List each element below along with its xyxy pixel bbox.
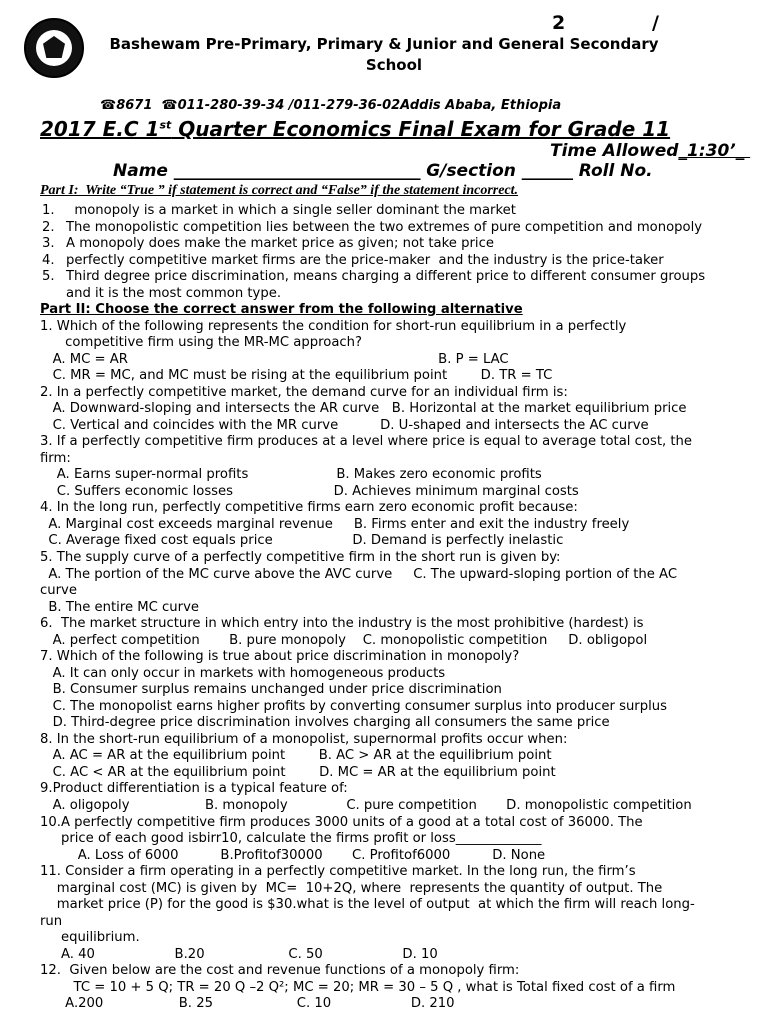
part2-line: A. MC = AR B. P = LAC bbox=[40, 352, 509, 367]
part1-heading: Part I: Write “True ” if statement is correct and “False” if the statement incorrect. bbox=[40, 183, 519, 198]
part1-item-text: A monopoly does make the market price as given; not take price bbox=[66, 236, 494, 251]
part2-line: A. It can only occur in markets with homogeneous products bbox=[40, 666, 446, 681]
part1-item-text: perfectly competitive market firms are the price-maker and the industry is the price-taker bbox=[66, 253, 664, 268]
part2-line: A. Earns super-normal profits B. Makes zero economic profits bbox=[40, 467, 542, 482]
part2-line: B. The entire MC curve bbox=[40, 600, 200, 615]
part2-line: 6. The market structure in which entry into the industry is the most prohibitive (hardest) is bbox=[40, 616, 644, 631]
exam-title-prefix: 2017 E.C 1 bbox=[40, 117, 160, 141]
part2-line: 9.Product differentiation is a typical feature of: bbox=[40, 781, 348, 796]
student-info-line: Name _____________________________ G/section ______ Roll No. bbox=[113, 161, 653, 181]
part2-line: market price (P) for the good is $30.what is the level of output at which the firm will reach long- bbox=[40, 897, 695, 912]
exam-title bbox=[40, 117, 670, 141]
part2-line: C. Suffers economic losses D. Achieves minimum marginal costs bbox=[40, 484, 579, 499]
part2-line: 11. Consider a firm operating in a perfectly competitive market. In the long run, the firm’s bbox=[40, 864, 636, 879]
part2-line: competitive firm using the MR-MC approach? bbox=[40, 335, 363, 350]
part1-item-text: Third degree price discrimination, means charging a different price to different consumer groups bbox=[66, 269, 706, 284]
part2-line: equilibrium. bbox=[40, 930, 140, 945]
part2-line: TC = 10 + 5 Q; TR = 20 Q –2 Q²; MC = 20; MR = 30 – 5 Q , what is Total fixed cost of a firm bbox=[40, 980, 676, 995]
part1-item-number: 4. bbox=[42, 253, 55, 268]
time-allowed-value: _1:30’_ bbox=[678, 141, 751, 161]
part1-item bbox=[42, 236, 494, 252]
part2-line: A. perfect competition B. pure monopoly C. monopolistic competition D. obligopol bbox=[40, 633, 648, 648]
part1-item-text: and it is the most common type. bbox=[66, 286, 282, 301]
part2-line: 3. If a perfectly competitive firm produces at a level where price is equal to average total cost, the bbox=[40, 434, 693, 449]
exam-title-superscript: st bbox=[159, 118, 172, 132]
part2-line: 8. In the short-run equilibrium of a monopolist, supernormal profits occur when: bbox=[40, 732, 568, 747]
part1-item bbox=[42, 253, 664, 269]
page-number: 2 bbox=[552, 12, 566, 34]
part2-line: A. Marginal cost exceeds marginal revenue B. Firms enter and exit the industry freely bbox=[40, 517, 630, 532]
part2-line: 4. In the long run, perfectly competitive firms earn zero economic profit because: bbox=[40, 500, 578, 515]
part2-line: A. 40 B.20 C. 50 D. 10 bbox=[40, 947, 438, 962]
contact-info: ☎8671 ☎011-280-39-34 /011-279-36-02Addis Ababa, Ethiopia bbox=[100, 98, 562, 113]
part2-line: A.200 B. 25 C. 10 D. 210 bbox=[40, 996, 455, 1011]
part2-line: C. The monopolist earns higher profits by converting consumer surplus into producer surplus bbox=[40, 699, 667, 714]
part1-item-number: 1. bbox=[42, 203, 55, 218]
part1-item bbox=[42, 203, 516, 219]
page-slash: / bbox=[652, 12, 659, 34]
part2-line: C. MR = MC, and MC must be rising at the equilibrium point D. TR = TC bbox=[40, 368, 553, 383]
school-name-line-1: Bashewam Pre-Primary, Primary & Junior and General Secondary bbox=[109, 35, 659, 53]
part2-line: A. AC = AR at the equilibrium point B. AC > AR at the equilibrium point bbox=[40, 748, 552, 763]
part2-line: curve bbox=[40, 583, 77, 598]
part2-line: C. AC < AR at the equilibrium point D. MC = AR at the equilibrium point bbox=[40, 765, 556, 780]
school-name-line-2: School bbox=[365, 56, 423, 74]
part2-line: A. Downward-sloping and intersects the AR curve B. Horizontal at the market equilibrium price bbox=[40, 401, 687, 416]
time-allowed bbox=[550, 141, 750, 161]
part2-line: run bbox=[40, 914, 63, 929]
part2-line: 1. Which of the following represents the condition for short-run equilibrium in a perfectly bbox=[40, 319, 627, 334]
part2-heading: Part II: Choose the correct answer from the following alternative bbox=[40, 302, 523, 317]
part2-line: C. Vertical and coincides with the MR curve D. U-shaped and intersects the AC curve bbox=[40, 418, 649, 433]
part1-item bbox=[42, 220, 702, 236]
part2-line: 10.A perfectly competitive firm produces 3000 units of a good at a total cost of 36000. The bbox=[40, 815, 643, 830]
part1-item bbox=[42, 286, 281, 302]
time-allowed-label: Time Allowed bbox=[550, 141, 679, 161]
part2-line: 5. The supply curve of a perfectly competitive firm in the short run is given by: bbox=[40, 550, 561, 565]
part2-line: D. Third-degree price discrimination involves charging all consumers the same price bbox=[40, 715, 610, 730]
part1-item-number: 2. bbox=[42, 220, 55, 235]
part2-line: B. Consumer surplus remains unchanged under price discrimination bbox=[40, 682, 502, 697]
part2-line: A. oligopoly B. monopoly C. pure competition D. monopolistic competition bbox=[40, 798, 692, 813]
part1-item-number: 5. bbox=[42, 269, 55, 284]
part1-item-text: monopoly is a market in which a single seller dominant the market bbox=[66, 203, 516, 218]
part1-item-number: 3. bbox=[42, 236, 55, 251]
part2-line: marginal cost (MC) is given by MC= 10+2Q, where represents the quantity of output. The bbox=[40, 881, 663, 896]
part1-item-text: The monopolistic competition lies between the two extremes of pure competition and monopoly bbox=[66, 220, 703, 235]
part2-line: C. Average fixed cost equals price D. Demand is perfectly inelastic bbox=[40, 533, 564, 548]
part2-line: A. The portion of the MC curve above the AVC curve C. The upward-sloping portion of the AC bbox=[40, 567, 678, 582]
part2-line: 2. In a perfectly competitive market, the demand curve for an individual firm is: bbox=[40, 385, 568, 400]
part2-line: firm: bbox=[40, 451, 71, 466]
part2-line: A. Loss of 6000 B.Profitof30000 C. Profitof6000 D. None bbox=[40, 848, 546, 863]
part2-line: price of each good isbirr10, calculate the firms profit or loss_____________ bbox=[40, 831, 542, 846]
part2-line: 7. Which of the following is true about price discrimination in monopoly? bbox=[40, 649, 520, 664]
exam-title-suffix: Quarter Economics Final Exam for Grade 11 bbox=[171, 117, 671, 141]
part1-item bbox=[42, 269, 705, 285]
part2-line: 12. Given below are the cost and revenue functions of a monopoly firm: bbox=[40, 963, 520, 978]
